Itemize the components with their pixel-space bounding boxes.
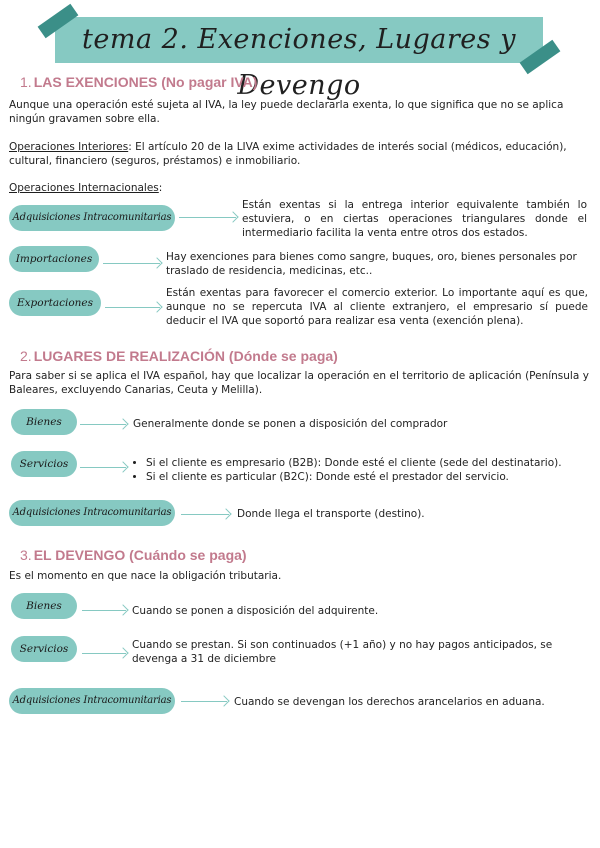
section-number: 2. xyxy=(20,348,32,364)
bienes-devengo-text: Cuando se ponen a disposición del adquirente. xyxy=(132,605,379,617)
operaciones-interiores xyxy=(9,140,589,168)
arrow-icon xyxy=(181,514,229,515)
internacionales-label: Operaciones Internacionales xyxy=(9,182,159,194)
operaciones-internacionales xyxy=(9,181,162,195)
importaciones-text: Hay exenciones para bienes como sangre, buques, oro, bienes personales por traslado de residencia, medicinas, etc.. xyxy=(166,251,577,277)
pill-adquisiciones: Adquisiciones Intracomunitarias xyxy=(9,688,175,714)
section-heading-devengo xyxy=(20,547,247,563)
list-item: • Si el cliente es empresario (B2B): Donde esté el cliente (sede del destinatario). xyxy=(146,456,592,470)
servicios-devengo-text: Cuando se prestan. Si son continuados (+1 año) y no hay pagos anticipados, se devenga a 31 de diciembre xyxy=(132,639,553,665)
arrow-icon xyxy=(179,217,236,218)
section-number: 1. xyxy=(20,74,32,90)
pill-exportaciones: Exportaciones xyxy=(9,290,101,316)
exenciones-intro: Aunque una operación esté sujeta al IVA, la ley puede declararla exenta, lo que significa que no se aplica ningún gravamen sobre ella. xyxy=(9,99,564,125)
adquisiciones-lugar-text: Donde llega el transporte (destino). xyxy=(237,508,425,520)
interiores-text: : El artículo 20 de la LIVA exime actividades de interés social (médicos, educación), cultural, financiero (seguros, préstamos) e inmobiliario. xyxy=(9,141,567,167)
pill-adquisiciones: Adquisiciones Intracomunitarias xyxy=(9,500,175,526)
pill-bienes: Bienes xyxy=(11,593,77,619)
interiores-label: Operaciones Interiores xyxy=(9,141,129,153)
lugares-intro: Para saber si se aplica el IVA español, hay que localizar la operación en el territorio de aplicación (Península y Baleares, excluyendo Canarias, Ceuta y Melilla). xyxy=(9,370,589,396)
adquisiciones-devengo-text: Cuando se devengan los derechos arancelarios en aduana. xyxy=(234,696,545,708)
section-title: LUGARES DE REALIZACIÓN (Dónde se paga) xyxy=(33,348,338,364)
section-title: EL DEVENGO (Cuándo se paga) xyxy=(33,547,247,563)
pill-importaciones: Importaciones xyxy=(9,246,99,272)
bienes-lugar-text: Generalmente donde se ponen a disposición del comprador xyxy=(133,418,448,430)
exportaciones-text: Están exentas para favorecer el comercio exterior. Lo importante aquí es que, aunque no se repercuta IVA al cliente extranjero, el empresario sí puede deducir el IVA que soportó para realizar esa venta (exención plena). xyxy=(166,287,588,327)
pill-servicios: Servicios xyxy=(11,451,77,477)
section-title: LAS EXENCIONES (No pagar IVA) xyxy=(33,74,258,90)
arrow-icon xyxy=(80,467,126,468)
arrow-icon xyxy=(80,424,126,425)
pill-bienes: Bienes xyxy=(11,409,77,435)
page-title: tema 2. Exenciones, Lugares y Devengo xyxy=(82,24,516,101)
internacionales-suffix: : xyxy=(158,182,163,194)
servicios-lugar-list xyxy=(132,456,592,484)
arrow-icon xyxy=(105,307,160,308)
pill-adquisiciones: Adquisiciones Intracomunitarias xyxy=(9,205,175,231)
list-item: • Si el cliente es particular (B2C): Donde esté el prestador del servicio. xyxy=(146,470,592,484)
section-number: 3. xyxy=(20,547,32,563)
section-heading-lugares xyxy=(20,348,338,364)
arrow-icon xyxy=(181,701,227,702)
arrow-icon xyxy=(103,263,160,264)
section-heading-exenciones xyxy=(20,74,257,90)
devengo-intro: Es el momento en que nace la obligación tributaria. xyxy=(9,570,282,582)
arrow-icon xyxy=(82,610,126,611)
pill-servicios: Servicios xyxy=(11,636,77,662)
adquisiciones-text: Están exentas si la entrega interior equivalente también lo estuviera, o en ciertas operaciones triangulares donde el intermediario facilita la venta entre otros dos estados. xyxy=(242,199,587,239)
arrow-icon xyxy=(82,653,126,654)
